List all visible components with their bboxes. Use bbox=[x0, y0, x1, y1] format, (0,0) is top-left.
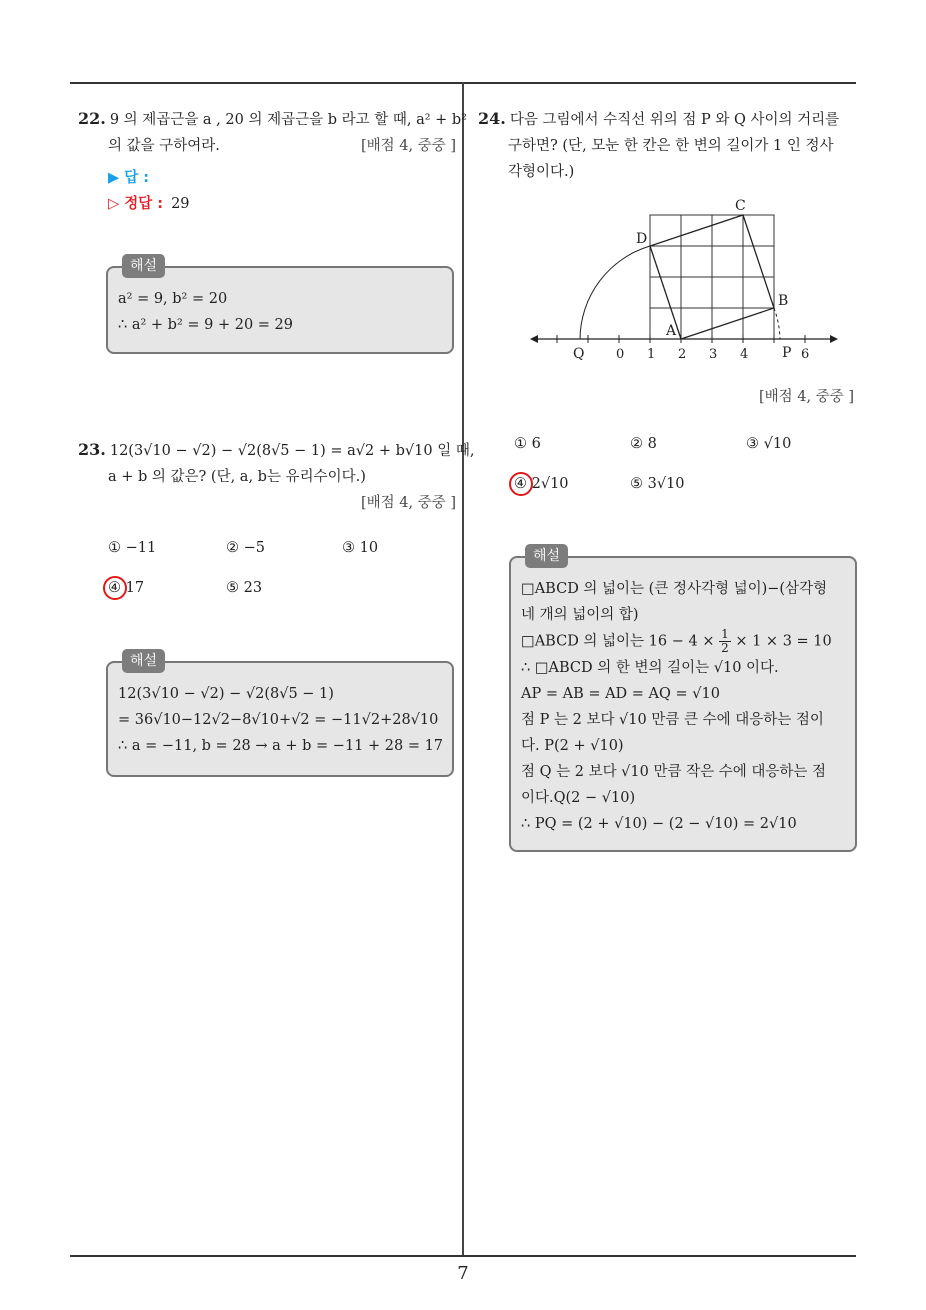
solution-line: AP = AB = AD = AQ = √10 bbox=[521, 686, 720, 702]
correct-answer-label: ▷ 정답 : bbox=[108, 196, 164, 212]
solution-line: ∴ PQ = (2 + √10) − (2 − √10) = 2√10 bbox=[521, 816, 797, 832]
question-23 bbox=[78, 437, 475, 516]
point-label-b: B bbox=[778, 293, 789, 309]
solution-line: □ABCD 의 넓이는 16 − 4 × bbox=[521, 633, 715, 650]
choice-3[interactable]: ③ 10 bbox=[342, 540, 379, 556]
choice-4[interactable]: ④ 2√10 bbox=[514, 476, 569, 492]
question-text: 9 의 제곱근을 a , 20 의 제곱근을 b 라고 할 때, a² + b² bbox=[109, 112, 467, 128]
tick-label: 2 bbox=[678, 347, 687, 362]
solution-line: 12(3√10 − √2) − √2(8√5 − 1) bbox=[118, 686, 334, 702]
choices-24 bbox=[514, 436, 854, 496]
choice-1[interactable]: ① 6 bbox=[514, 436, 541, 452]
question-number: 23. bbox=[78, 440, 106, 459]
arc-to-p bbox=[774, 308, 780, 339]
point-label-d: D bbox=[636, 231, 648, 247]
solution-box-24 bbox=[509, 548, 857, 852]
score-meta: [배점 4, 중중 ] bbox=[360, 495, 456, 511]
solution-tab: 해설 bbox=[525, 544, 568, 568]
solution-line: ∴ a² + b² = 9 + 20 = 29 bbox=[118, 317, 293, 333]
solution-line: a² = 9, b² = 20 bbox=[118, 291, 228, 307]
question-text: 의 값을 구하여라. bbox=[108, 138, 220, 154]
score-meta: [배점 4, 중중 ] bbox=[360, 138, 456, 154]
page-number: 7 bbox=[457, 1263, 469, 1284]
bottom-rule bbox=[70, 1255, 856, 1257]
point-label-p: P bbox=[782, 345, 792, 361]
choices-23 bbox=[108, 540, 448, 600]
fraction: $\frac{1}{2}$ bbox=[721, 627, 729, 655]
question-number: 22. bbox=[78, 109, 106, 128]
question-24 bbox=[478, 106, 858, 185]
question-text: a + b 의 값은? (단, a, b는 유리수이다.) bbox=[108, 469, 366, 485]
point-label-q: Q bbox=[573, 346, 585, 362]
choice-5[interactable]: ⑤ 3√10 bbox=[630, 476, 685, 492]
solution-line: 점 Q 는 2 보다 √10 만큼 작은 수에 대응하는 점 bbox=[521, 764, 826, 780]
solution-box-22 bbox=[106, 258, 454, 354]
question-number: 24. bbox=[478, 109, 506, 128]
arc-to-q bbox=[580, 246, 650, 339]
choice-2[interactable]: ② 8 bbox=[630, 436, 657, 452]
question-text: 각형이다.) bbox=[508, 164, 575, 180]
tick-label: 4 bbox=[740, 347, 749, 362]
solution-line: 다. P(2 + √10) bbox=[521, 738, 624, 754]
number-line-figure bbox=[530, 195, 840, 370]
selected-answer-circle bbox=[509, 472, 533, 496]
solution-line: 점 P 는 2 보다 √10 만큼 큰 수에 대응하는 점이 bbox=[521, 712, 824, 728]
solution-line: □ABCD 의 넓이는 (큰 정사각형 넓이)−(삼각형 bbox=[521, 581, 828, 597]
question-22 bbox=[78, 106, 467, 217]
question-text: 12(3√10 − √2) − √2(8√5 − 1) = a√2 + b√10 일 때, bbox=[109, 443, 475, 459]
solution-line: × 1 × 3 = 10 bbox=[735, 633, 832, 650]
question-text: 다음 그림에서 수직선 위의 점 P 와 Q 사이의 거리를 bbox=[509, 112, 840, 128]
choice-1[interactable]: ① −11 bbox=[108, 540, 157, 556]
point-label-a: A bbox=[666, 323, 677, 339]
point-label-c: C bbox=[735, 198, 746, 214]
answer-label: ▶ 답 : bbox=[108, 170, 150, 186]
choice-2[interactable]: ② −5 bbox=[226, 540, 265, 556]
tick-label: 3 bbox=[709, 347, 718, 362]
choice-3[interactable]: ③ √10 bbox=[746, 436, 792, 452]
solution-line: = 36√10−12√2−8√10+√2 = −11√2+28√10 bbox=[118, 712, 439, 728]
solution-tab: 해설 bbox=[122, 649, 165, 673]
correct-answer-value: 29 bbox=[171, 196, 190, 212]
question-text: 구하면? (단, 모눈 한 칸은 한 변의 길이가 1 인 정사 bbox=[508, 138, 834, 154]
solution-line: ∴ a = −11, b = 28 → a + b = −11 + 28 = 17 bbox=[118, 738, 444, 754]
score-meta: [배점 4, 중중 ] bbox=[758, 389, 854, 405]
solution-tab: 해설 bbox=[122, 254, 165, 278]
tick-label: 0 bbox=[616, 347, 625, 362]
solution-line: ∴ □ABCD 의 한 변의 길이는 √10 이다. bbox=[521, 660, 779, 676]
solution-box-23 bbox=[106, 653, 454, 777]
choice-4[interactable]: ④ 17 bbox=[108, 580, 145, 596]
selected-answer-circle bbox=[103, 576, 127, 600]
tick-label: 6 bbox=[801, 347, 810, 362]
solution-line: 네 개의 넓이의 합) bbox=[521, 607, 639, 623]
tick-label: 1 bbox=[647, 347, 656, 362]
column-divider bbox=[462, 82, 464, 1257]
solution-line: 이다.Q(2 − √10) bbox=[521, 790, 636, 806]
choice-5[interactable]: ⑤ 23 bbox=[226, 580, 263, 596]
